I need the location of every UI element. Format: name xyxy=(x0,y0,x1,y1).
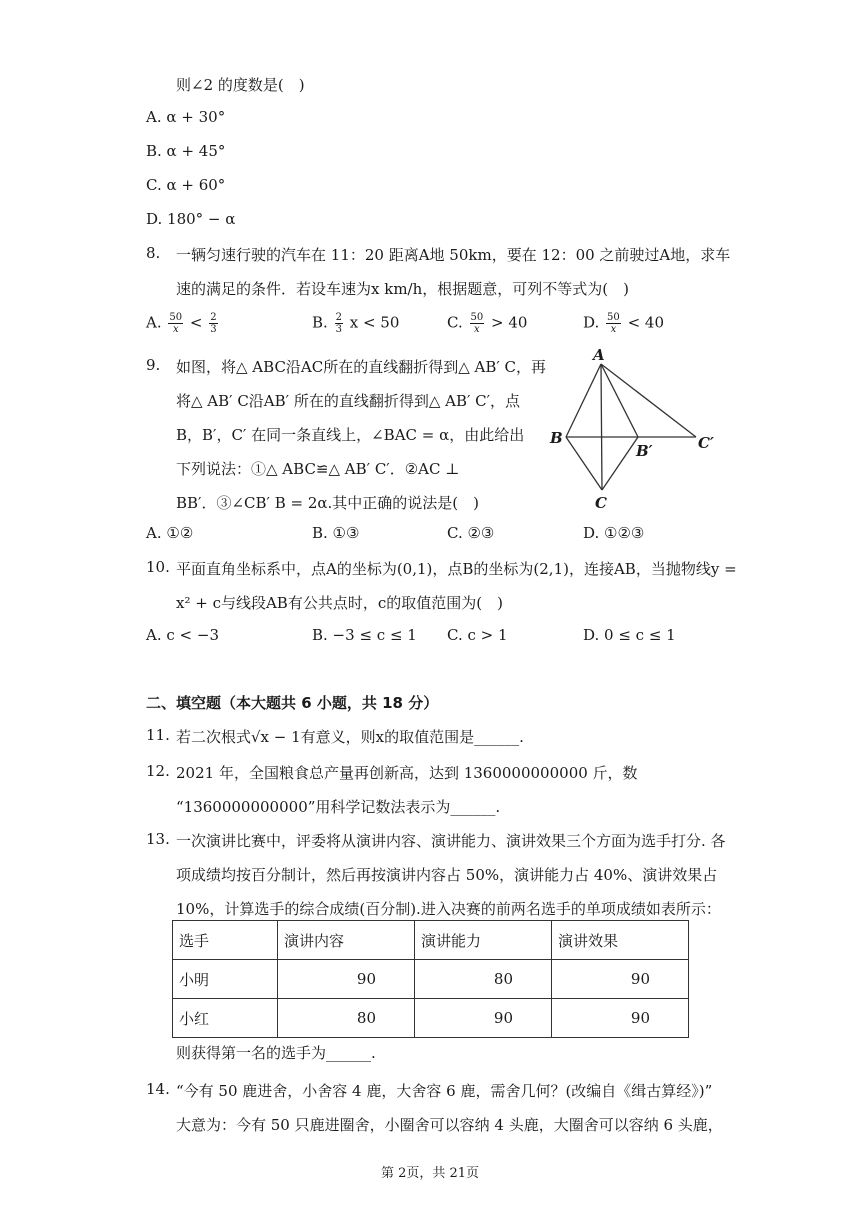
q9-triangle-figure xyxy=(540,342,720,512)
q13-line3: 10%，计算选手的综合成绩(百分制).进入决赛的前两名选手的单项成绩如表所示： xyxy=(176,900,721,918)
q10-option-c: C. c > 1 xyxy=(447,626,508,644)
table-cell: 80 xyxy=(415,960,552,999)
q9-option-b: B. ①③ xyxy=(312,524,360,542)
q10-line1: 平面直角坐标系中，点A的坐标为(0,1)，点B的坐标为(2,1)，连接AB，当抛物线y = xyxy=(176,560,737,578)
q9-line2: 将△ AB′ C沿AB′ 所在的直线翻折得到△ AB′ C′，点 xyxy=(176,392,521,410)
q9-option-d: D. ①②③ xyxy=(583,524,645,542)
label-bp: B′ xyxy=(636,442,653,460)
table-row xyxy=(173,960,689,999)
q9-line5: BB′．③∠CB′ B = 2α.其中正确的说法是( ) xyxy=(176,494,479,512)
section-title: 二、填空题（本大题共 6 小题，共 18 分） xyxy=(146,694,439,712)
q10-option-a: A. c < −3 xyxy=(146,626,219,644)
q8-option-d: D. $\frac{50}{x}$ < 40 xyxy=(583,312,664,335)
score-table xyxy=(172,920,689,1038)
q8-line1: 一辆匀速行驶的汽车在 11：20 距离A地 50km，要在 12：00 之前驶过A地，求车 xyxy=(176,246,731,264)
q13-line1: 一次演讲比赛中，评委将从演讲内容、演讲能力、演讲效果三个方面为选手打分. 各 xyxy=(176,832,726,850)
q14-line1: “今有 50 鹿进舍，小舍容 4 鹿，大舍容 6 鹿，需舍几何？(改编自《缉古算经》)” xyxy=(176,1082,713,1100)
q9-line4: 下列说法：①△ ABC≌△ AB′ C′．②AC ⊥ xyxy=(176,460,460,478)
table-header: 选手 xyxy=(173,921,278,960)
q10-number: 10. xyxy=(146,558,170,576)
label-a: A xyxy=(593,346,605,364)
q9-option-a: A. ①② xyxy=(146,524,194,542)
q8-option-b: B. $\frac{2}{3}$ x < 50 xyxy=(312,312,400,335)
q10-option-d: D. 0 ≤ c ≤ 1 xyxy=(583,626,676,644)
q12-number: 12. xyxy=(146,762,170,780)
q8-option-a: A. $\frac{50}{x}$ < $\frac{2}{3}$ xyxy=(146,312,217,335)
label-c: C xyxy=(595,494,607,512)
edge-ac xyxy=(601,364,602,490)
q7-option-d: D. 180° − α xyxy=(146,210,236,228)
label-cp: C′ xyxy=(698,434,714,452)
q10-line2: x² + c与线段AB有公共点时，c的取值范围为( ) xyxy=(176,594,503,612)
table-header-row xyxy=(173,921,689,960)
table-cell: 90 xyxy=(552,960,689,999)
q8-option-c: C. $\frac{50}{x}$ > 40 xyxy=(447,312,528,335)
q9-line1: 如图，将△ ABC沿AC所在的直线翻折得到△ AB′ C，再 xyxy=(176,358,547,376)
q7-option-c: C. α + 60° xyxy=(146,176,226,194)
q11-number: 11. xyxy=(146,726,170,744)
table-row xyxy=(173,999,689,1038)
q9-option-c: C. ②③ xyxy=(447,524,495,542)
label-b: B xyxy=(550,429,563,447)
edge-ab xyxy=(566,364,601,437)
table-header: 演讲效果 xyxy=(552,921,689,960)
q7-tail: 则∠2 的度数是( ) xyxy=(176,76,305,94)
table-cell: 90 xyxy=(552,999,689,1038)
page-footer: 第 2页，共 21页 xyxy=(380,1166,480,1181)
q7-option-b: B. α + 45° xyxy=(146,142,226,160)
q13-number: 13. xyxy=(146,830,170,848)
q13-after: 则获得第一名的选手为______. xyxy=(176,1044,376,1062)
edge-abp xyxy=(601,364,638,437)
q8-line2: 速的满足的条件．若设车速为x km/h，根据题意，可列不等式为( ) xyxy=(176,280,629,298)
q9-number: 9. xyxy=(146,356,161,374)
edge-bc xyxy=(566,437,602,490)
table-cell: 80 xyxy=(278,999,415,1038)
q11-text: 若二次根式√x − 1有意义，则x的取值范围是______. xyxy=(176,728,524,746)
q12-line2: “1360000000000”用科学记数法表示为______. xyxy=(176,798,501,816)
edge-bpc xyxy=(602,437,638,490)
q14-number: 14. xyxy=(146,1080,170,1098)
q13-line2: 项成绩均按百分制计，然后再按演讲内容占 50%，演讲能力占 40%、演讲效果占 xyxy=(176,866,718,884)
q12-line1: 2021 年，全国粮食总产量再创新高，达到 1360000000000 斤，数 xyxy=(176,764,638,782)
table-header: 演讲能力 xyxy=(415,921,552,960)
q14-line2: 大意为：今有 50 只鹿进圈舍，小圈舍可以容纳 4 头鹿，大圈舍可以容纳 6 头鹿， xyxy=(176,1116,723,1134)
table-cell: 小红 xyxy=(173,999,278,1038)
q10-option-b: B. −3 ≤ c ≤ 1 xyxy=(312,626,417,644)
table-cell: 90 xyxy=(278,960,415,999)
q9-line3: B，B′，C′ 在同一条直线上，∠BAC = α，由此给出 xyxy=(176,426,525,444)
table-cell: 90 xyxy=(415,999,552,1038)
edge-acp xyxy=(601,364,696,437)
table-header: 演讲内容 xyxy=(278,921,415,960)
table-cell: 小明 xyxy=(173,960,278,999)
q8-number: 8. xyxy=(146,244,161,262)
q7-option-a: A. α + 30° xyxy=(146,108,226,126)
